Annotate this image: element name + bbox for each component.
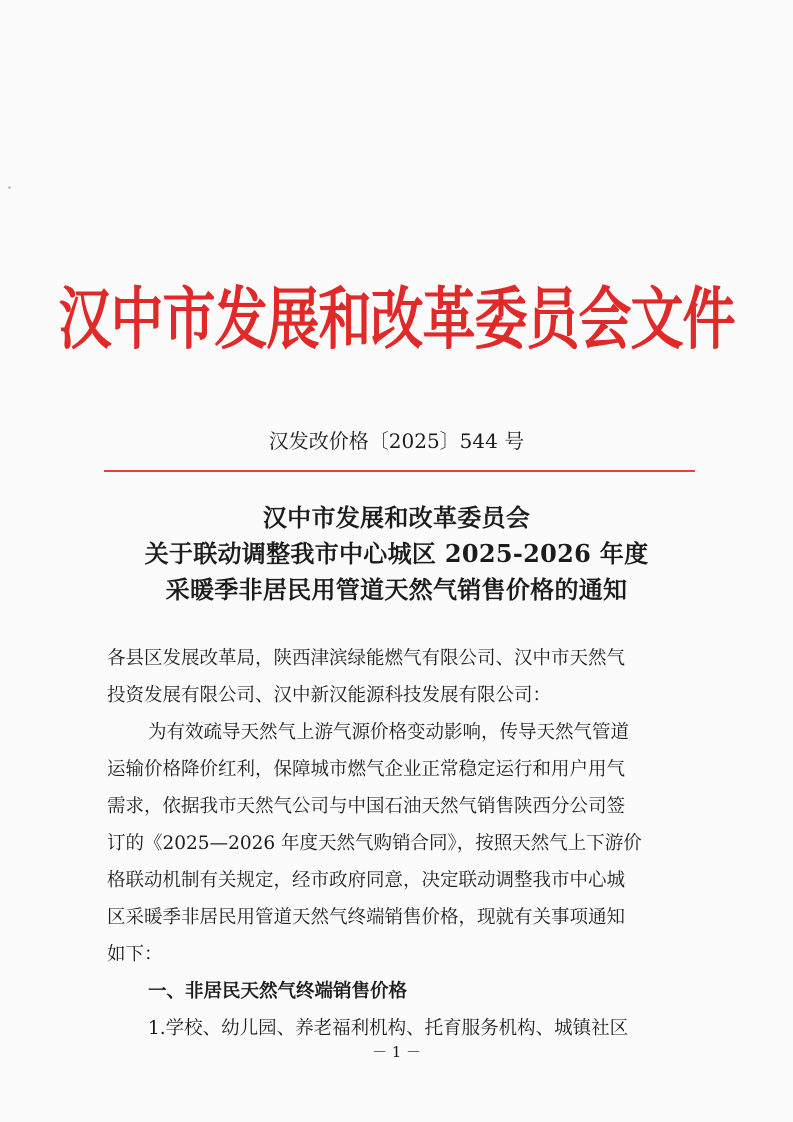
- notice-title-line: 汉中市发展和改革委员会: [262, 503, 531, 532]
- body-line: 订的《2025—2026 年度天然气购销合同》，按照天然气上下游价: [107, 833, 642, 854]
- notice-title-line: 采暖季非居民用管道天然气销售价格的通知: [165, 575, 628, 604]
- body-line: 如下：: [107, 944, 163, 965]
- red-divider-line: [104, 470, 695, 472]
- section-heading-paragraph: [107, 973, 707, 1010]
- body-line: 运输价格降价红利，保障城市燃气企业正常稳定运行和用户用气: [107, 759, 626, 780]
- body-line: 需求，依据我市天然气公司与中国石油天然气销售陕西分公司签: [107, 796, 626, 817]
- notice-title-line: 关于联动调整我市中心城区 2025-2026 年度: [144, 539, 649, 568]
- body-line: 投资发展有限公司、汉中新汉能源科技发展有限公司：: [107, 685, 552, 706]
- body-line: 1.学校、幼儿园、养老福利机构、托育服务机构、城镇社区: [148, 1018, 629, 1039]
- intro-paragraph: [107, 714, 707, 973]
- document-number: 汉发改价格〔2025〕544 号: [268, 429, 525, 453]
- page-number: － 1 －: [371, 1043, 422, 1061]
- body-line: 各县区发展改革局，陕西津滨绿能燃气有限公司、汉中市天然气: [107, 648, 626, 669]
- addressee-paragraph: [107, 640, 707, 714]
- issuer-title: 汉中市发展和改革委员会文件: [58, 280, 735, 360]
- body-line: 为有效疏导天然气上游气源价格变动影响，传导天然气管道: [148, 722, 630, 743]
- section-heading: 一、非居民天然气终端销售价格: [148, 981, 408, 1002]
- notice-title: [0, 500, 793, 608]
- body-line: 区采暖季非居民用管道天然气终端销售价格，现就有关事项通知: [107, 907, 626, 928]
- document-body: [107, 640, 707, 1047]
- body-line: 格联动机制有关规定，经市政府同意，决定联动调整我市中心城: [107, 870, 626, 891]
- scan-mark: [8, 186, 11, 189]
